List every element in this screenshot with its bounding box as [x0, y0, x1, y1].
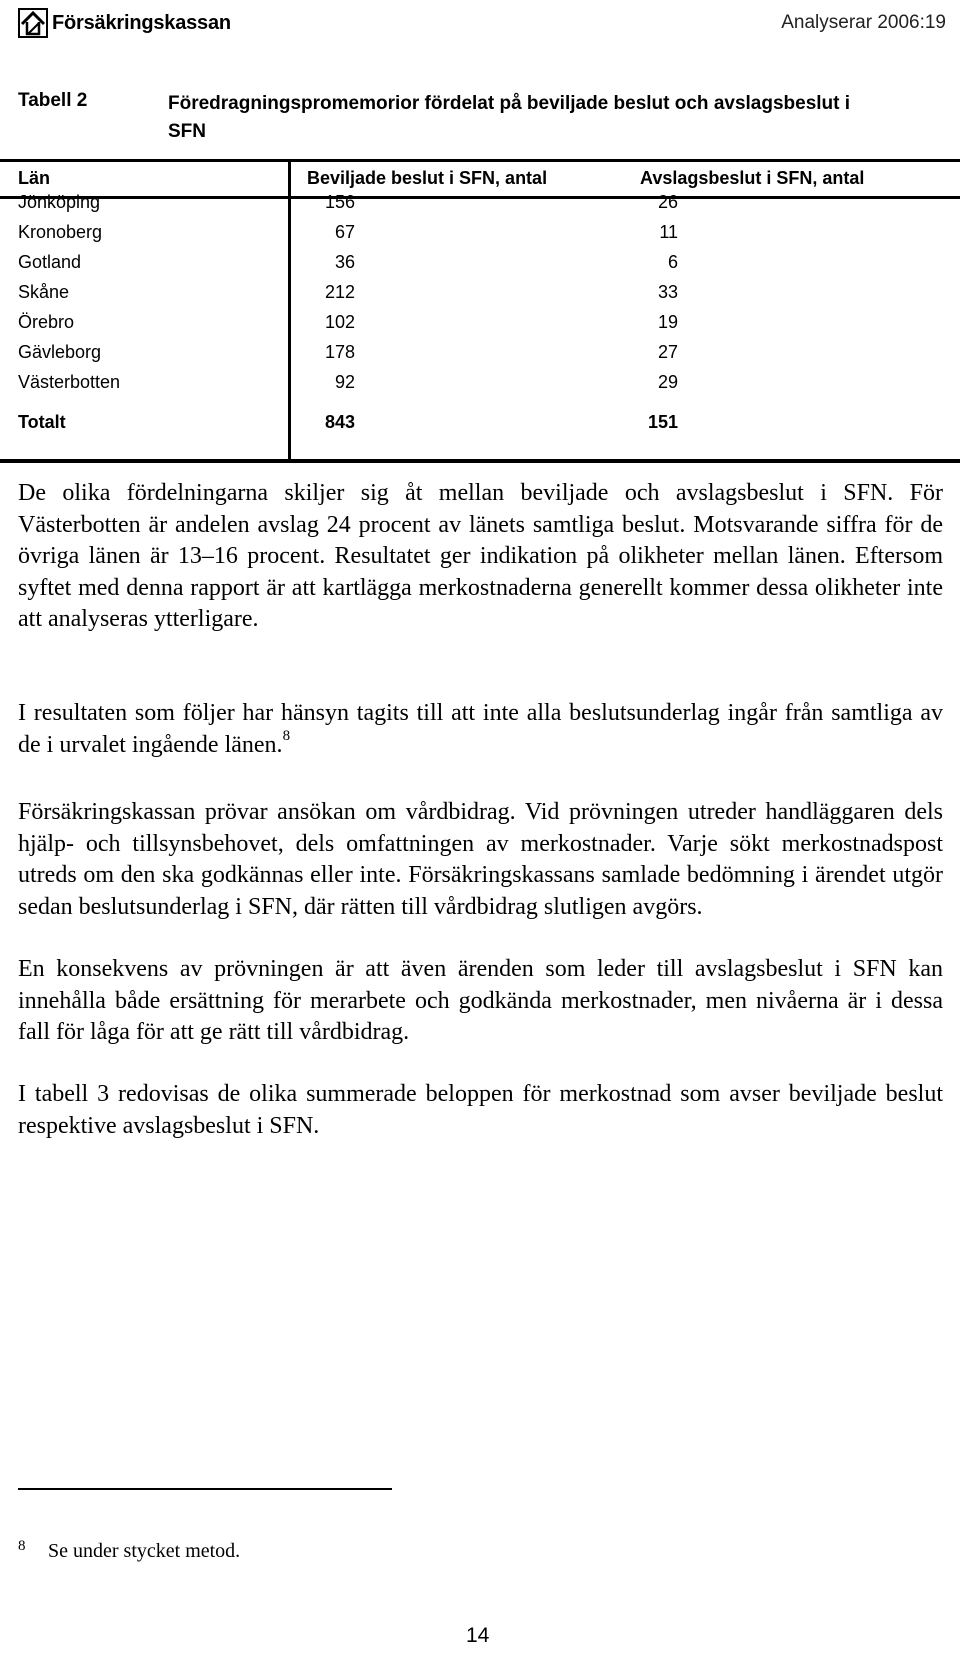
row-beviljade: 36: [334, 252, 355, 272]
row-beviljade: 102: [324, 312, 355, 332]
page-header: [18, 6, 946, 40]
row-avslag: 33: [657, 282, 678, 302]
row-lan: Västerbotten: [18, 372, 121, 392]
footnote-text: Se under stycket metod.: [48, 1540, 241, 1562]
table-column-divider: [288, 159, 291, 463]
brand-name: Försäkringskassan: [52, 11, 231, 34]
row-avslag: 26: [657, 192, 678, 212]
house-logo-icon: [18, 8, 48, 38]
row-beviljade: 67: [334, 222, 355, 242]
row-avslag: 27: [657, 342, 678, 362]
row-beviljade: 212: [324, 282, 355, 302]
paragraph-4: En konsekvens av prövningen är att även ärenden som leder till avslagsbeslut i SFN kan innehålla både ersättning för merarbete och godkända merkostnader, men nivåerna är i dessa fall för låga för att ge rätt till vårdbidrag.: [18, 956, 943, 1045]
row-avslag: 19: [657, 312, 678, 332]
table-label: Tabell 2: [18, 90, 88, 111]
table-header-rule: [0, 196, 960, 199]
row-lan: Jönköping: [18, 192, 101, 212]
page-number: 14: [466, 1624, 490, 1647]
paragraph-1: De olika fördelningarna skiljer sig åt mellan beviljade och avslagsbeslut i SFN. För Västerbotten är andelen avslag 24 procent av länets samtliga beslut. Motsvarande siffra för de övriga länen är 13–16 procent. Resultatet ger indikation på olikheter mellan länen. Eftersom syftet med denna rapport är att kartlägga merkostnaderna generellt kommer dessa olikheter inte att analyseras ytterligare.: [18, 480, 943, 632]
column-header-beviljade: Beviljade beslut i SFN, antal: [307, 168, 548, 188]
column-header-avslag: Avslagsbeslut i SFN, antal: [640, 168, 865, 188]
column-header-lan: Län: [18, 168, 51, 188]
paragraph-2-text: I resultaten som följer har hänsyn tagits till att inte alla beslutsunderlag ingår från samtliga av de i urvalet ingående länen.: [18, 700, 943, 758]
total-avslag: 151: [647, 412, 678, 432]
document-reference: Analyserar 2006:19: [781, 12, 946, 33]
row-lan: Kronoberg: [18, 222, 103, 242]
paragraph-5: I tabell 3 redovisas de olika summerade beloppen för merkostnad som avser beviljade beslut respektive avslagsbeslut i SFN.: [18, 1081, 943, 1139]
total-label: Totalt: [18, 412, 66, 432]
row-beviljade: 156: [324, 192, 355, 212]
row-avslag: 6: [667, 252, 678, 272]
total-beviljade: 843: [324, 412, 355, 432]
brand-logo: [18, 8, 231, 38]
row-lan: Gotland: [18, 252, 82, 272]
row-avslag: 11: [659, 222, 678, 242]
paragraph-2: [18, 698, 943, 761]
row-lan: Gävleborg: [18, 342, 102, 362]
row-lan: Örebro: [18, 312, 75, 332]
paragraph-3: Försäkringskassan prövar ansökan om vårdbidrag. Vid prövningen utreder handläggaren dels hjälp- och tillsynsbehovet, dels omfattningen av merkostnader. Varje sökt merkostnadspost utreds om den ska godkännas eller inte. Försäkringskassans samlade bedömning i ärendet utgör sedan beslutsunderlag i SFN, där rätten till vårdbidrag slutligen avgörs.: [18, 799, 943, 920]
table-top-rule: [0, 159, 960, 162]
row-lan: Skåne: [18, 282, 70, 302]
row-beviljade: 92: [334, 372, 355, 392]
table-title: Föredragningspromemorior fördelat på beviljade beslut och avslagsbeslut i SFN: [168, 93, 851, 142]
row-beviljade: 178: [324, 342, 355, 362]
table-bottom-rule: [0, 459, 960, 463]
footnote-separator: [18, 1488, 392, 1490]
footnote-number: 8: [18, 1538, 26, 1554]
row-avslag: 29: [657, 372, 678, 392]
footnote-reference: 8: [282, 727, 291, 744]
